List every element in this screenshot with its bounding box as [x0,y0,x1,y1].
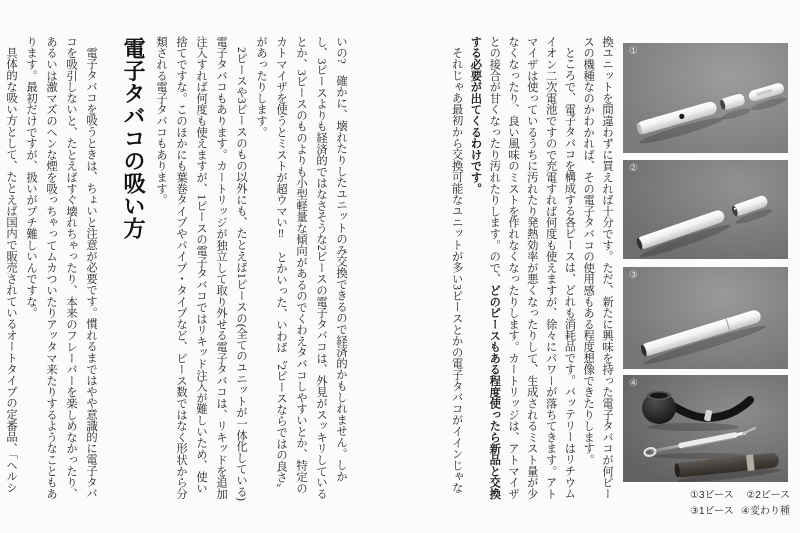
photo-3piece-ecigarette [623,43,788,153]
right-page-text [442,36,616,503]
paragraph: それじゃあ最初から交換可能なユニットが多い3ピースとかの電子タバコがイインじゃな [450,47,463,494]
photo-captions [690,488,790,520]
caption-item: ①3ピース [690,490,734,501]
caption-item: ③1ピース [690,506,734,517]
paragraph: 2ピースや3ピースのもの以外にも、たとえば1ピースの(全てのユニットが一体化している)電子タバコもあります。カートリッジが独立して取り外せる電子タバコは、リキッドを追加注入すれば何度も使えますが、1ピースの電子タバコではリキッド注入が難しいため、使い捨てですな。このほかにも葉巻タイプやパイプ・タイプなど、ピース数ではなく形状から分類される電子タバコもあります。 [155,36,247,502]
left-page-text [148,36,351,503]
caption-row [690,504,790,520]
ecigarette-1piece-illustration [623,267,788,369]
photo-number-badge: ④ [629,378,638,389]
photo-number-badge: ① [629,46,638,57]
paragraph-continued: 換ユニットを間違わずに買えれば十分です。ただ、新たに興味を持った電子タバコが何ピースの機種なのかわかれば、その電子タバコの使用感もある程度想像できたりします。 [582,36,613,500]
paragraph [466,36,579,503]
photo-panel [623,43,788,482]
section-title: 電子タバコの吸い方 [121,37,146,240]
paragraph: 電子タバコを吸うときは、ちょいと注意が必要です。慣れるまではやや意識的に電子タバコを吸引しないと、たとえばすぐ壊れちゃったり、本来のフレーバーを楽しめなかったり、あるいは激マズのヘンな煙を吸っちゃってムカついたりアッタマ来たりするようなこともあります。最初だけですが、扱いがプチ難しいんですな。 [25,36,97,500]
pipe-holder-cigar-illustration [623,375,788,482]
photo-number-badge: ② [629,163,638,174]
paragraph-continued: いの? 確かに、壊れたりしたユニットのみ交換できるので経済的かもしれません。しかし、3ピースよりも経済的ではなさそうな2ピースの電子タバコは、外見がスッキリしているとか、3ピースのものよりも小型軽量な傾向があるのでくわえタバコしやすいとか、特定のカトマイザを使うとミストが超ウマい‼ とかいった、いわば〝2ピースならではの良さ〞があったりします。 [255,36,347,500]
caption-row [690,488,790,504]
ecigarette-2piece-illustration [623,160,788,259]
caption-item: ②2ピース [746,490,790,501]
paragraph: 具体的な吸い方として、たとえば国内で販売されているオートタイプの定番品、「ヘルシ [5,47,17,494]
photo-2piece-ecigarette [623,160,788,259]
ecigarette-3piece-illustration [623,43,788,153]
section-intro-text [1,36,101,503]
paragraph-text: ところで、電子タバコを構成する各ピースは、どれも消耗品です。バッテリーはリチウムイオン二次電池ですので充電すれば何度も使えますが、徐々にパワーが落ちてきます。アトマイザは使っているうちに汚れたり発熱効率が悪くなったりして、生成されるミスト量が少なくなったり、良い風味のミストを作れなくなったりします。カートリッジは、アトマイザとの接合が甘くなったり汚れたりします。ので、 [488,36,576,500]
paragraph-bold-text: どのピースもある程度使ったら新品と交換する必要が出てくるわけです。 [469,36,501,500]
photo-1piece-ecigarette [623,267,788,369]
photo-variant-types [623,375,788,482]
caption-item: ④変わり種 [741,506,790,517]
photo-number-badge: ③ [629,270,638,281]
